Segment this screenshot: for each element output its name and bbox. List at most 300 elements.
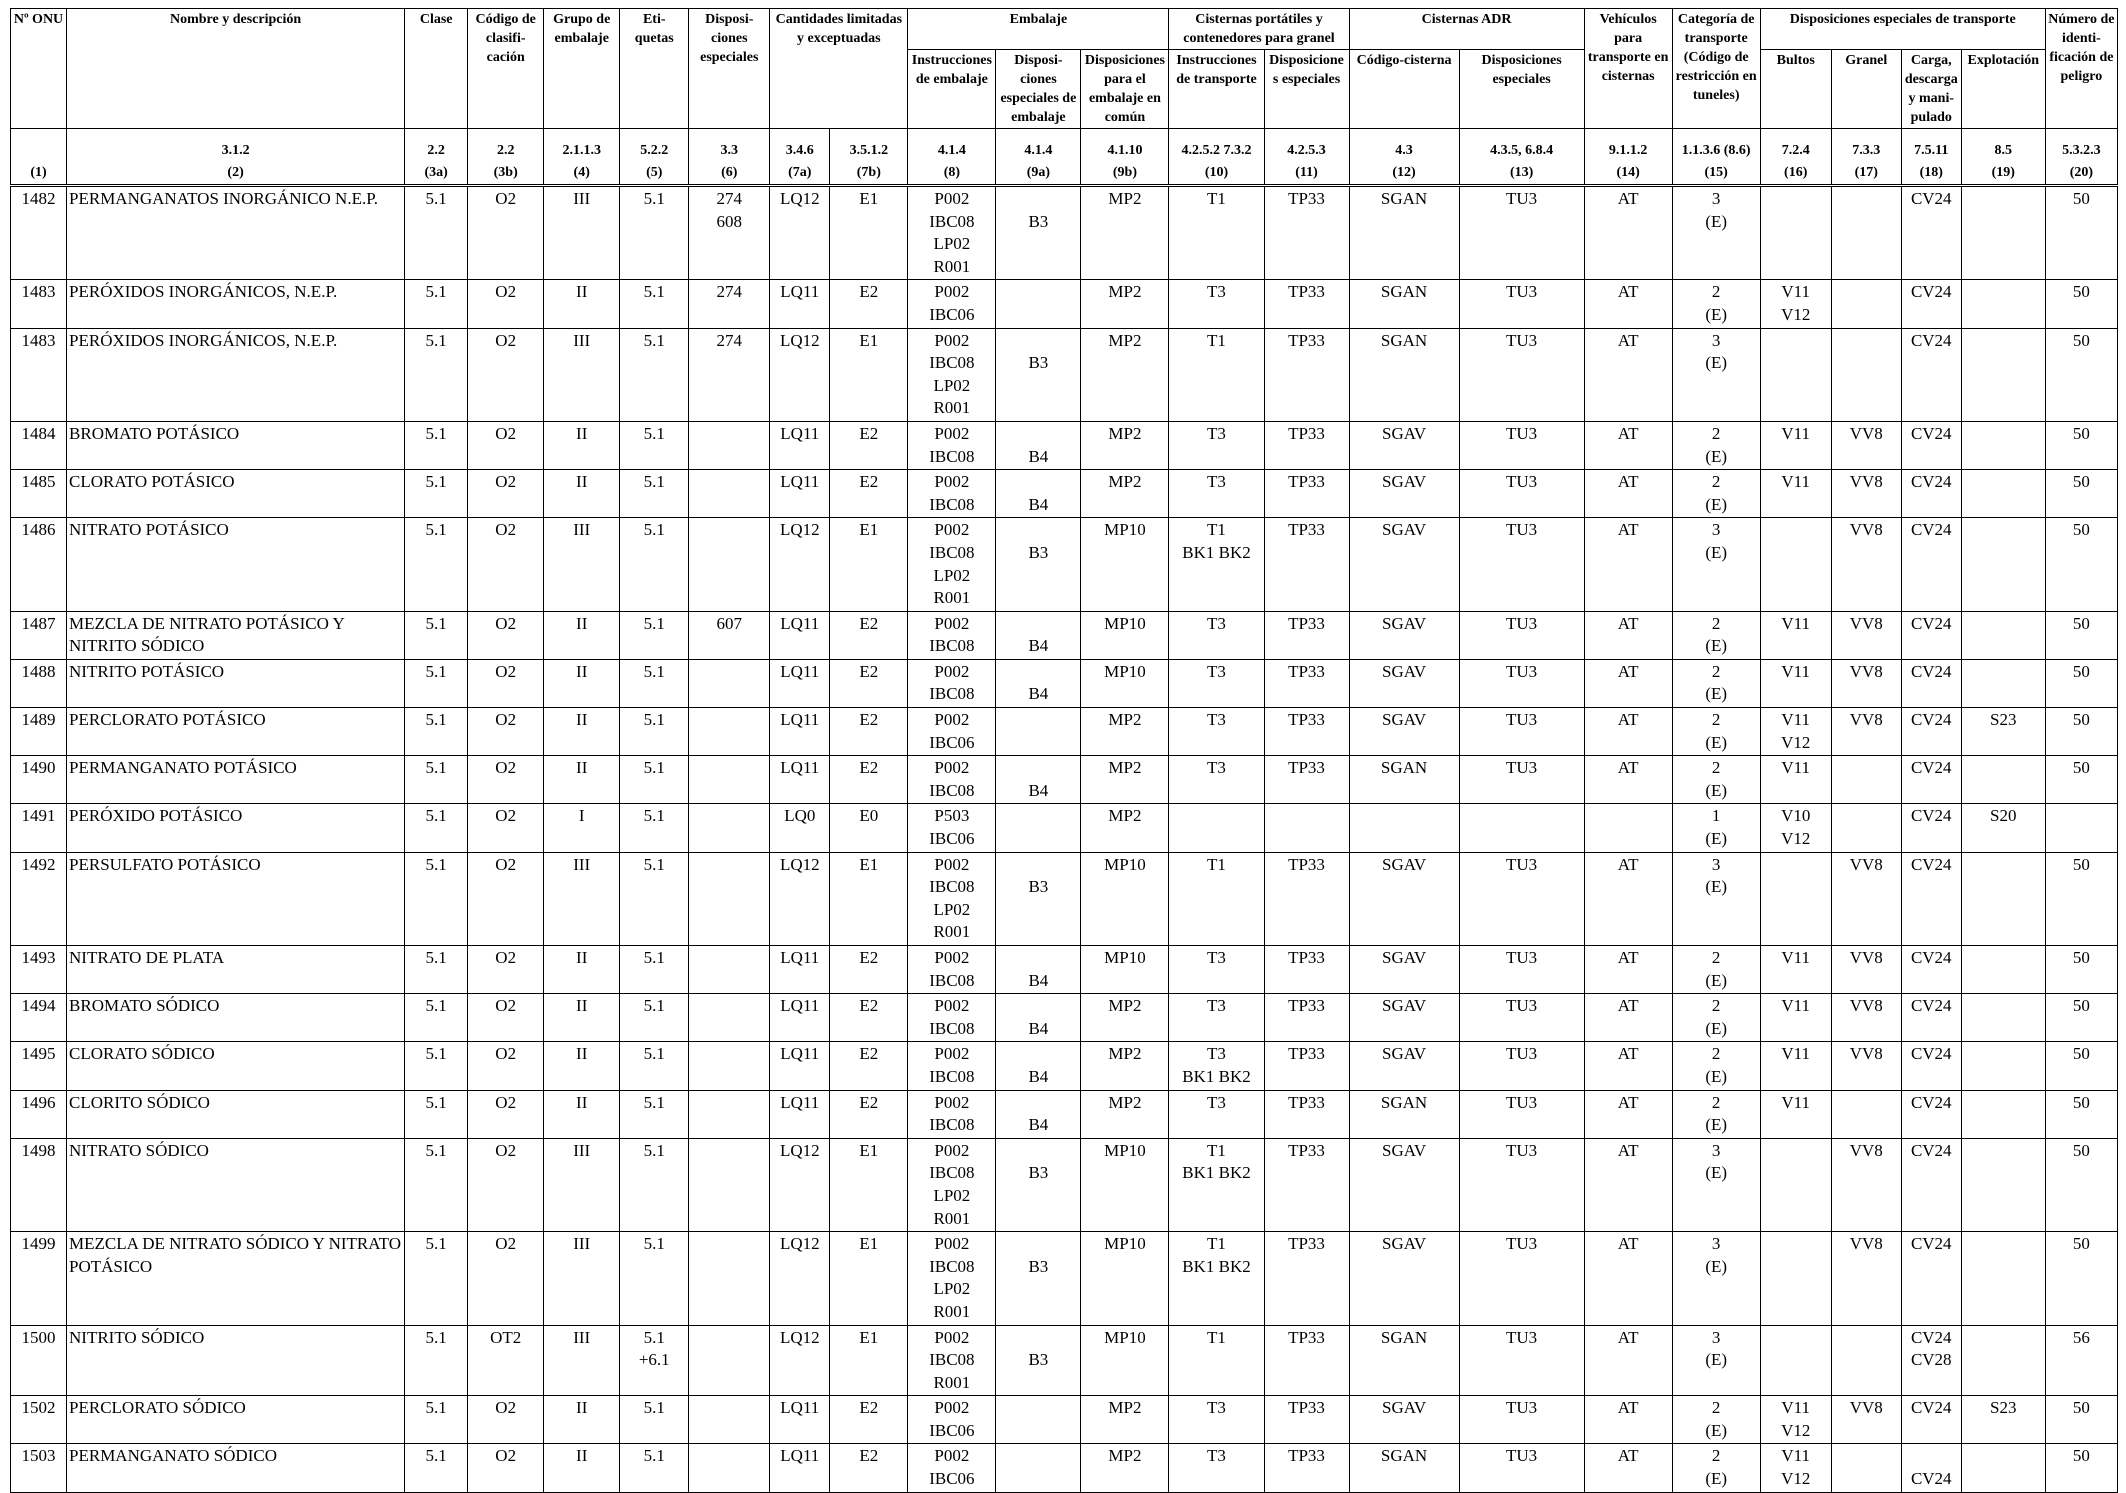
table-cell: TU3: [1459, 1232, 1584, 1325]
table-cell: VV8: [1831, 470, 1901, 518]
table-cell: [1672, 280, 1760, 328]
table-cell: NITRITO SÓDICO: [67, 1325, 405, 1396]
table-cell: SGAV: [1349, 1138, 1459, 1231]
table-cell: [1961, 659, 2045, 707]
table-cell: E2: [830, 421, 908, 469]
table-cell: [996, 1396, 1081, 1444]
table-cell: AT: [1584, 994, 1672, 1042]
table-cell: 5.1: [620, 1396, 689, 1444]
table-cell: PERÓXIDOS INORGÁNICOS, N.E.P.: [67, 280, 405, 328]
table-cell: E0: [830, 804, 908, 852]
table-cell: BROMATO SÓDICO: [67, 994, 405, 1042]
table-row: [11, 421, 2118, 469]
table-cell: [1831, 280, 1901, 328]
table-cell: MP10: [1081, 1138, 1169, 1231]
table-cell: 5.1: [405, 1232, 468, 1325]
cell-line: LP02: [933, 375, 971, 395]
cell-line: 2: [1711, 1092, 1721, 1112]
cell-line: 1: [1711, 806, 1721, 826]
table-cell: [996, 1232, 1081, 1325]
table-cell: MP2: [1081, 994, 1169, 1042]
table-cell: 5.1: [620, 946, 689, 994]
table-cell: CV24: [1901, 1138, 1961, 1231]
table-cell: [996, 1325, 1081, 1396]
table-cell: [908, 470, 996, 518]
table-cell: [1831, 1444, 1901, 1492]
table-cell: PERÓXIDO POTÁSICO: [67, 804, 405, 852]
table-cell: CV24: [1901, 756, 1961, 804]
cell-line: 3: [1711, 189, 1721, 208]
cell-line: [998, 854, 1078, 877]
table-cell: 5.1: [405, 1444, 468, 1492]
table-cell: MP2: [1081, 280, 1169, 328]
cell-line: CV24: [1910, 1327, 1952, 1347]
table-cell: 5.1: [620, 1444, 689, 1492]
table-cell: 5.1: [620, 994, 689, 1042]
cell-line: B4: [1028, 494, 1049, 514]
table-cell: [908, 1325, 996, 1396]
table-cell: [908, 1444, 996, 1492]
section-reference-cell: 8.5: [1961, 129, 2045, 161]
table-cell: 5.1: [620, 518, 689, 611]
table-cell: [1672, 852, 1760, 945]
table-cell: SGAN: [1349, 186, 1459, 280]
table-cell: II: [544, 946, 620, 994]
table-cell: [1961, 186, 2045, 280]
table-cell: CLORITO SÓDICO: [67, 1090, 405, 1138]
table-cell: [1459, 804, 1584, 852]
cell-line: IBC06: [929, 304, 975, 324]
table-cell: [1672, 756, 1760, 804]
table-cell: [1961, 994, 2045, 1042]
table-cell: LQ11: [770, 1090, 830, 1138]
column-number-cell: (19): [1961, 160, 2045, 186]
section-reference-cell: 5.3.2.3: [2045, 129, 2117, 161]
cell-line: IBC06: [929, 732, 975, 752]
column-number-cell: (7b): [830, 160, 908, 186]
table-cell: SGAN: [1349, 328, 1459, 421]
cell-line: V11: [1781, 1398, 1811, 1418]
table-cell: [689, 186, 770, 280]
cell-line: 2: [1711, 710, 1721, 730]
table-row: [11, 708, 2118, 756]
table-cell: PERÓXIDOS INORGÁNICOS, N.E.P.: [67, 328, 405, 421]
table-cell: CV24: [1901, 280, 1961, 328]
table-cell: TP33: [1264, 994, 1349, 1042]
cell-line: [998, 1327, 1078, 1350]
table-cell: AT: [1584, 708, 1672, 756]
table-cell: TU3: [1459, 186, 1584, 280]
cell-line: (E): [1705, 684, 1728, 704]
table-cell: TU3: [1459, 756, 1584, 804]
table-cell: [908, 708, 996, 756]
table-cell: T3: [1169, 421, 1264, 469]
cell-line: V12: [1781, 1420, 1811, 1440]
dangerous-goods-table-page: [10, 8, 2118, 1489]
table-cell: 1485: [11, 470, 67, 518]
table-cell: [689, 946, 770, 994]
table-cell: [1672, 1090, 1760, 1138]
table-cell: TP33: [1264, 280, 1349, 328]
cell-line: P002: [934, 948, 970, 967]
section-reference-cell: 5.2.2: [620, 129, 689, 161]
table-cell: 1482: [11, 186, 67, 280]
table-cell: E2: [830, 1090, 908, 1138]
table-cell: AT: [1584, 1090, 1672, 1138]
table-cell: [1672, 1396, 1760, 1444]
table-row: [11, 994, 2118, 1042]
table-row: [11, 328, 2118, 421]
cell-line: IBC06: [929, 1420, 975, 1440]
cell-line: V11: [1781, 1446, 1811, 1466]
cell-line: P002: [934, 661, 970, 681]
table-cell: T3: [1169, 946, 1264, 994]
table-cell: [1961, 280, 2045, 328]
cell-line: [998, 471, 1078, 494]
cell-line: (E): [1705, 877, 1728, 897]
table-cell: CV24: [1901, 708, 1961, 756]
table-cell: TP33: [1264, 186, 1349, 280]
table-cell: TU3: [1459, 852, 1584, 945]
cell-line: [998, 188, 1078, 211]
table-cell: [1901, 1325, 1961, 1396]
table-row: [11, 756, 2118, 804]
cell-line: V11: [1781, 282, 1811, 302]
table-cell: NITRATO DE PLATA: [67, 946, 405, 994]
table-row: [11, 280, 2118, 328]
table-cell: [1831, 756, 1901, 804]
table-cell: MP10: [1081, 852, 1169, 945]
table-cell: T3: [1169, 708, 1264, 756]
table-cell: 5.1: [405, 1090, 468, 1138]
table-cell: 50: [2045, 756, 2117, 804]
table-cell: TU3: [1459, 1138, 1584, 1231]
table-cell: LQ12: [770, 852, 830, 945]
cell-line: IBC08: [929, 1350, 975, 1370]
table-cell: VV8: [1831, 1232, 1901, 1325]
table-cell: 50: [2045, 659, 2117, 707]
table-cell: E2: [830, 1444, 908, 1492]
table-cell: 1483: [11, 328, 67, 421]
table-cell: MP2: [1081, 708, 1169, 756]
table-cell: [1961, 421, 2045, 469]
table-cell: TP33: [1264, 1138, 1349, 1231]
table-cell: 607: [689, 611, 770, 659]
table-cell: [1961, 1042, 2045, 1090]
cell-line: R001: [933, 256, 971, 276]
table-cell: 5.1: [405, 756, 468, 804]
table-cell: MP2: [1081, 186, 1169, 280]
table-cell: 5.1: [405, 470, 468, 518]
table-cell: III: [544, 1138, 620, 1231]
table-cell: 56: [2045, 1325, 2117, 1396]
section-reference-cell: 7.5.11: [1901, 129, 1961, 161]
cell-line: IBC08: [929, 1115, 975, 1135]
table-cell: TP33: [1264, 470, 1349, 518]
cell-line: B3: [1028, 1163, 1049, 1183]
table-cell: I: [544, 804, 620, 852]
header-bulk: Granel: [1831, 50, 1901, 129]
cell-line: 2: [1711, 613, 1721, 633]
cell-line: 3: [1711, 854, 1721, 874]
table-cell: [996, 1444, 1081, 1492]
table-cell: [908, 804, 996, 852]
cell-line: B3: [1028, 353, 1049, 373]
table-cell: PERMANGANATO SÓDICO: [67, 1444, 405, 1492]
table-cell: 50: [2045, 280, 2117, 328]
table-cell: 5.1: [620, 1232, 689, 1325]
table-cell: SGAN: [1349, 1444, 1459, 1492]
table-cell: O2: [468, 1444, 544, 1492]
table-cell: V11: [1760, 421, 1831, 469]
cell-line: 3: [1711, 1327, 1721, 1347]
table-cell: LQ11: [770, 659, 830, 707]
table-cell: CV24: [1901, 611, 1961, 659]
table-cell: II: [544, 470, 620, 518]
table-cell: II: [544, 1042, 620, 1090]
table-cell: T3: [1169, 659, 1264, 707]
cell-line: V12: [1781, 829, 1811, 849]
cell-line: R001: [933, 1372, 971, 1392]
table-cell: [996, 756, 1081, 804]
table-row: [11, 470, 2118, 518]
section-reference-cell: 3.4.6: [770, 129, 830, 161]
table-cell: 5.1: [620, 852, 689, 945]
table-cell: O2: [468, 708, 544, 756]
table-cell: [908, 611, 996, 659]
table-cell: MEZCLA DE NITRATO POTÁSICO Y NITRITO SÓDICO: [67, 611, 405, 659]
table-cell: 50: [2045, 1396, 2117, 1444]
column-number-cell: (10): [1169, 160, 1264, 186]
table-cell: E2: [830, 994, 908, 1042]
table-cell: V11: [1760, 611, 1831, 659]
table-cell: 5.1: [620, 328, 689, 421]
cell-line: IBC06: [929, 1469, 975, 1489]
table-cell: 1490: [11, 756, 67, 804]
table-cell: TP33: [1264, 659, 1349, 707]
table-cell: 50: [2045, 421, 2117, 469]
header-adr-special-provisions: Disposiciones especiales: [1459, 50, 1584, 129]
header-mixed-packing: Disposiciones para el embalaje en común: [1081, 50, 1169, 129]
table-row: [11, 852, 2118, 945]
table-cell: VV8: [1831, 708, 1901, 756]
table-cell: TU3: [1459, 1042, 1584, 1090]
table-cell: VV8: [1831, 518, 1901, 611]
table-cell: TU3: [1459, 421, 1584, 469]
column-number-cell: (11): [1264, 160, 1349, 186]
cell-line: (E): [1705, 732, 1728, 752]
table-cell: 5.1: [405, 1042, 468, 1090]
table-cell: TP33: [1264, 421, 1349, 469]
table-cell: MP2: [1081, 1042, 1169, 1090]
table-cell: [1961, 1444, 2045, 1492]
header-name: Nombre y descripción: [67, 9, 405, 129]
table-cell: 5.1: [405, 328, 468, 421]
table-cell: S23: [1961, 1396, 2045, 1444]
table-cell: 1484: [11, 421, 67, 469]
table-row: [11, 659, 2118, 707]
table-cell: [996, 470, 1081, 518]
table-cell: V11: [1760, 1090, 1831, 1138]
table-cell: [996, 708, 1081, 756]
table-cell: [996, 804, 1081, 852]
cell-line: [998, 661, 1078, 684]
table-cell: V11: [1760, 994, 1831, 1042]
column-number-cell: (15): [1672, 160, 1760, 186]
table-cell: [908, 1232, 996, 1325]
table-cell: TP33: [1264, 1325, 1349, 1396]
header-group-packaging: Embalaje: [908, 9, 1169, 50]
cell-line: (E): [1705, 1163, 1728, 1183]
table-cell: MP10: [1081, 659, 1169, 707]
table-row: [11, 804, 2118, 852]
table-cell: [908, 659, 996, 707]
table-cell: AT: [1584, 280, 1672, 328]
table-cell: [996, 280, 1081, 328]
cell-line: LP02: [933, 1279, 971, 1299]
table-cell: T3: [1169, 470, 1264, 518]
table-cell: TU3: [1459, 1396, 1584, 1444]
table-cell: [1672, 659, 1760, 707]
cell-line: P002: [934, 330, 970, 350]
cell-line: IBC08: [929, 1018, 975, 1038]
table-cell: AT: [1584, 1232, 1672, 1325]
table-cell: 50: [2045, 708, 2117, 756]
table-cell: 1498: [11, 1138, 67, 1231]
cell-line: (E): [1705, 1115, 1728, 1135]
cell-line: +6.1: [638, 1350, 670, 1370]
table-cell: TP33: [1264, 946, 1349, 994]
table-row: [11, 1396, 2118, 1444]
table-cell: MP10: [1081, 1232, 1169, 1325]
table-cell: TP33: [1264, 1232, 1349, 1325]
table-cell: [1831, 328, 1901, 421]
table-cell: 50: [2045, 946, 2117, 994]
table-cell: V11: [1760, 756, 1831, 804]
table-cell: TU3: [1459, 994, 1584, 1042]
cell-line: [998, 1233, 1078, 1256]
table-cell: 5.1: [405, 659, 468, 707]
table-cell: TP33: [1264, 1444, 1349, 1492]
table-cell: [1831, 804, 1901, 852]
cell-line: P002: [934, 1446, 970, 1466]
table-cell: 5.1: [620, 659, 689, 707]
table-cell: T3: [1169, 1090, 1264, 1138]
table-cell: 5.1: [620, 421, 689, 469]
table-cell: E1: [830, 1232, 908, 1325]
cell-line: (E): [1705, 1256, 1728, 1276]
table-cell: [1831, 1090, 1901, 1138]
table-cell: E2: [830, 611, 908, 659]
header-packages: Bultos: [1760, 50, 1831, 129]
table-cell: 1492: [11, 852, 67, 945]
table-cell: VV8: [1831, 994, 1901, 1042]
table-cell: AT: [1584, 611, 1672, 659]
table-cell: [689, 1090, 770, 1138]
header-packing-group: Grupo de embalaje: [544, 9, 620, 129]
table-cell: O2: [468, 1138, 544, 1231]
cell-line: B4: [1028, 1066, 1049, 1086]
table-cell: SGAV: [1349, 708, 1459, 756]
table-cell: [689, 1444, 770, 1492]
cell-line: B4: [1028, 780, 1049, 800]
table-cell: E2: [830, 756, 908, 804]
table-cell: NITRITO POTÁSICO: [67, 659, 405, 707]
section-reference-cell: 3.3: [689, 129, 770, 161]
cell-line: IBC08: [929, 636, 975, 656]
table-cell: MP2: [1081, 470, 1169, 518]
table-cell: 1500: [11, 1325, 67, 1396]
table-cell: CV24: [1901, 328, 1961, 421]
table-cell: LQ12: [770, 518, 830, 611]
section-reference-cell: 2.2: [405, 129, 468, 161]
column-number-cell: (20): [2045, 160, 2117, 186]
cell-line: (E): [1705, 1018, 1728, 1038]
table-cell: [1961, 1138, 2045, 1231]
cell-line: IBC08: [929, 211, 975, 231]
table-cell: LQ11: [770, 421, 830, 469]
cell-line: (E): [1705, 1350, 1728, 1370]
table-cell: [908, 994, 996, 1042]
table-cell: [1760, 186, 1831, 280]
table-cell: SGAV: [1349, 1396, 1459, 1444]
cell-line: R001: [933, 398, 971, 418]
table-cell: 5.1: [620, 804, 689, 852]
table-cell: LQ11: [770, 470, 830, 518]
table-cell: 50: [2045, 1042, 2117, 1090]
table-cell: [1169, 518, 1264, 611]
cell-line: [998, 613, 1078, 636]
cell-line: 2: [1711, 1044, 1721, 1064]
table-cell: [908, 852, 996, 945]
column-number-cell: (4): [544, 160, 620, 186]
section-reference-cell: 9.1.1.2: [1584, 129, 1672, 161]
table-cell: O2: [468, 1042, 544, 1090]
table-cell: [908, 280, 996, 328]
table-cell: CV24: [1901, 470, 1961, 518]
table-cell: [996, 852, 1081, 945]
table-cell: III: [544, 1232, 620, 1325]
table-cell: 50: [2045, 994, 2117, 1042]
cell-line: 3: [1711, 1140, 1721, 1160]
cell-line: BK1 BK2: [1182, 1066, 1251, 1086]
column-number-cell: (5): [620, 160, 689, 186]
table-cell: S23: [1961, 708, 2045, 756]
table-cell: TP33: [1264, 1042, 1349, 1090]
table-cell: [689, 1396, 770, 1444]
table-cell: SGAV: [1349, 470, 1459, 518]
table-cell: O2: [468, 1232, 544, 1325]
table-cell: 1503: [11, 1444, 67, 1492]
table-cell: LQ12: [770, 1325, 830, 1396]
table-cell: 50: [2045, 1090, 2117, 1138]
table-cell: MP10: [1081, 1325, 1169, 1396]
table-cell: TU3: [1459, 280, 1584, 328]
header-labels: Eti- quetas: [620, 9, 689, 129]
table-cell: LQ11: [770, 280, 830, 328]
section-reference-cell: 4.3: [1349, 129, 1459, 161]
table-cell: CV24: [1901, 1042, 1961, 1090]
table-cell: TP33: [1264, 328, 1349, 421]
table-cell: [1961, 518, 2045, 611]
cell-line: CV24: [1910, 1469, 1952, 1489]
table-cell: 1493: [11, 946, 67, 994]
header-special-packing-provisions: Disposi- ciones especiales de embalaje: [996, 50, 1081, 129]
cell-line: (E): [1705, 494, 1728, 514]
cell-line: (E): [1705, 1066, 1728, 1086]
cell-line: BK1 BK2: [1182, 1163, 1251, 1183]
cell-line: IBC08: [929, 780, 975, 800]
